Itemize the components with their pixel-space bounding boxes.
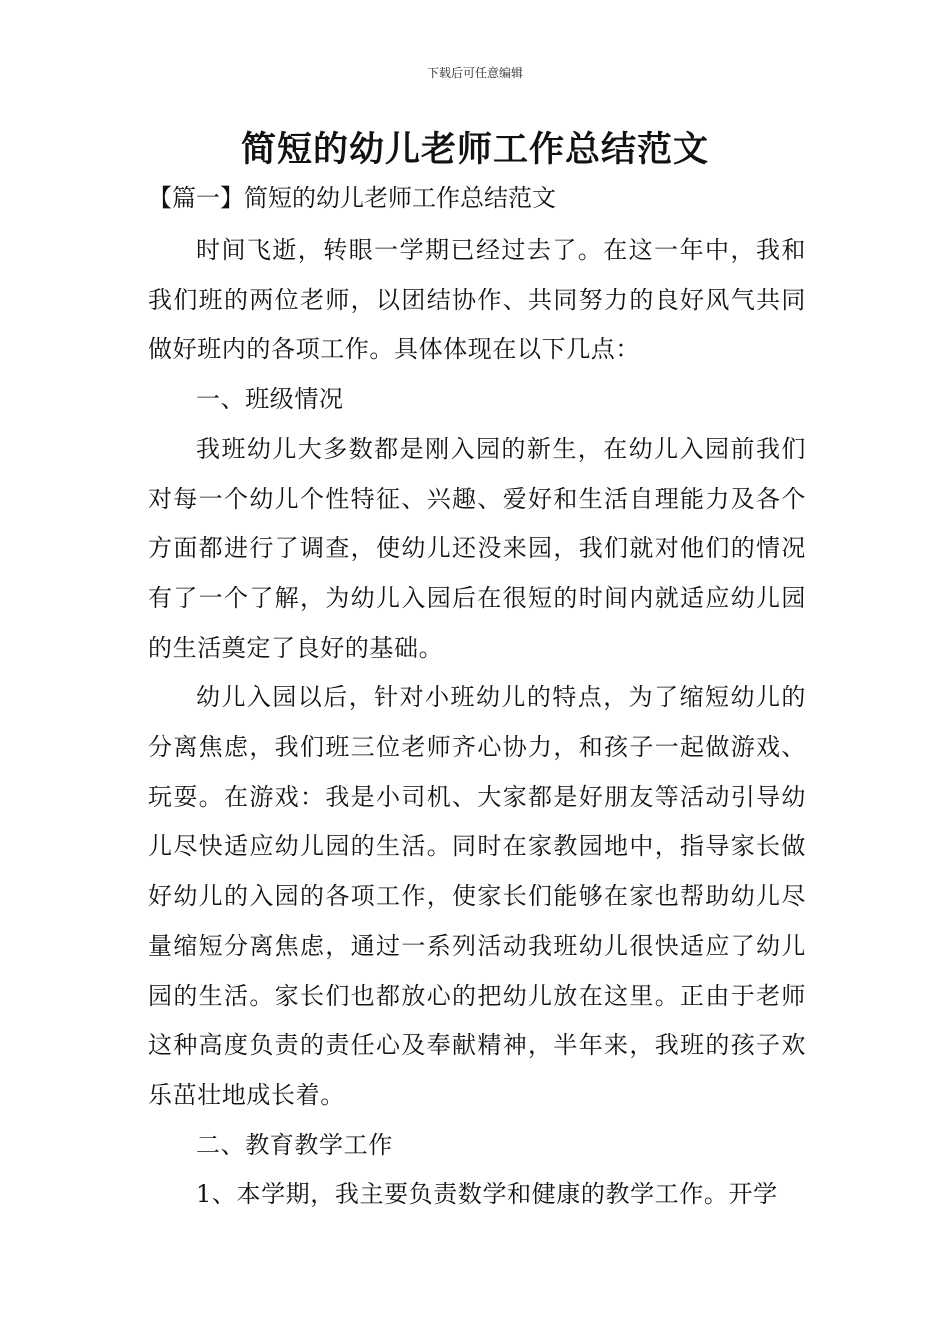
paragraph-adaptation: 幼儿入园以后，针对小班幼儿的特点，为了缩短幼儿的分离焦虑，我们班三位老师齐心协力，和孩子一起做游戏、玩耍。在游戏：我是小司机、大家都是好朋友等活动引导幼儿尽快适应幼儿园的生活。同时在家教园地中，指导家长做好幼儿的入园的各项工作，使家长们能够在家也帮助幼儿尽量缩短分离焦虑，通过一系列活动我班幼儿很快适应了幼儿园的生活。家长们也都放心的把幼儿放在这里。正由于老师这种高度负责的责任心及奉献精神，半年来，我班的孩子欢乐茁壮地成长着。 bbox=[148, 683, 806, 1109]
paragraph-teaching-work: 1、本学期，我主要负责数学和健康的教学工作。开学 bbox=[196, 1180, 778, 1209]
section-heading: 【篇一】简短的幼儿老师工作总结范文 bbox=[148, 184, 556, 212]
paragraph-class-situation: 我班幼儿大多数都是刚入园的新生，在幼儿入园前我们对每一个幼儿个性特征、兴趣、爱好和生活自理能力及各个方面都进行了调查，使幼儿还没来园，我们就对他们的情况有了一个了解，为幼儿入园后在很短的时间内就适应幼儿园的生活奠定了良好的基础。 bbox=[148, 434, 806, 662]
heading-class-situation: 一、班级情况 bbox=[196, 385, 344, 414]
document-title: 简短的幼儿老师工作总结范文 bbox=[240, 129, 709, 170]
header-note: 下载后可任意编辑 bbox=[426, 66, 523, 80]
paragraph-intro: 时间飞逝，转眼一学期已经过去了。在这一年中，我和我们班的两位老师，以团结协作、共同努力的良好风气共同做好班内的各项工作。具体体现在以下几点： bbox=[148, 236, 806, 364]
heading-teaching-work: 二、教育教学工作 bbox=[196, 1130, 393, 1159]
body-text bbox=[148, 226, 806, 1220]
